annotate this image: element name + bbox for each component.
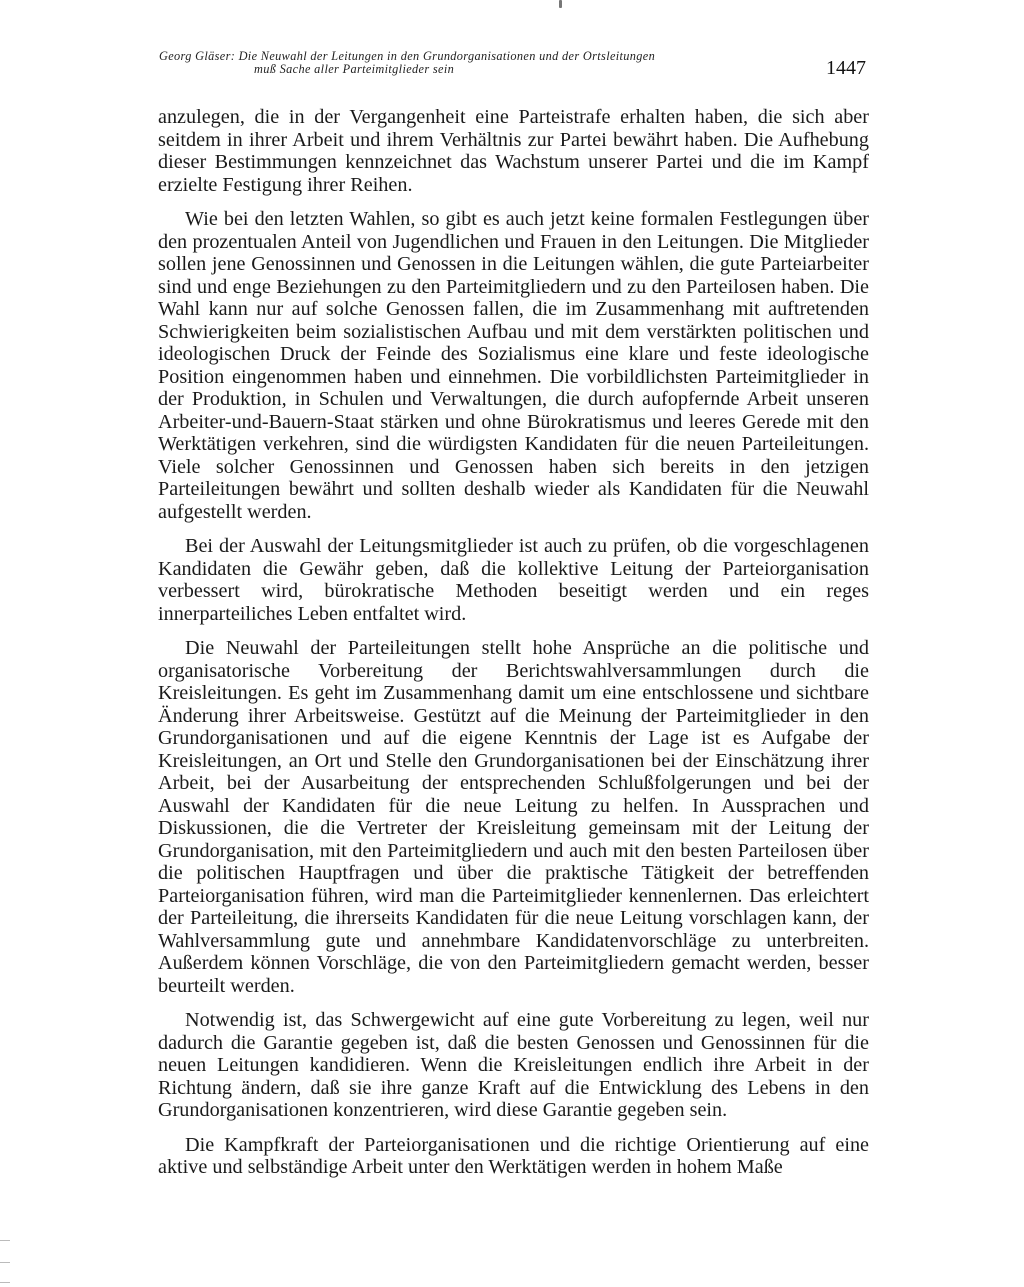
running-title-line-1: Georg Gläser: Die Neuwahl der Leitungen in den Grundorganisationen und der Ortsleitungen <box>159 49 656 63</box>
paragraph: Wie bei den letzten Wahlen, so gibt es auch jetzt keine formalen Festlegungen über den prozentualen Anteil von Jugendlichen und Frauen in den Leitungen. Die Mitglieder sollen jene Genossinnen und Genossen in die Leitungen wählen, die gute Parteiarbeiter sind und enge Beziehungen zu den Parteimitgliedern und zu den Parteilosen haben. Die Wahl kann nur auf solche Genossen fallen, die im Zusammenhang mit auftretenden Schwierigkeiten beim sozialistischen Aufbau und mit dem verstärkten politischen und ideologischen Druck der Feinde des Sozialismus eine klare und feste ideologische Position eingenommen haben und einnehmen. Die vorbildlichsten Parteimitglieder in der Produktion, in Schulen und Verwaltungen, die durch aufopfernde Arbeit unseren Arbeiter-und-Bauern-Staat stärken und ohne Bürokratismus und leeres Gerede mit den Werktätigen verkehren, sind die würdigsten Kandidaten für die neuen Parteileitungen. Viele solcher Genossinnen und Genossen haben sich bereits in den jetzigen Parteileitungen bewährt und sollten deshalb wieder als Kandidaten für die Neuwahl aufgestellt werden. <box>158 208 869 523</box>
scan-edge-mark <box>0 1282 10 1283</box>
scan-edge-marks <box>0 1236 20 1287</box>
paragraph-continuation: anzulegen, die in der Vergangenheit eine Parteistrafe erhalten haben, die sich aber seitdem in ihrer Arbeit und ihrem Verhältnis zur Partei bewährt haben. Die Aufhebung dieser Bestimmungen kennzeichnet das Wachstum unserer Partei und die im Kampf erzielte Festigung ihrer Reihen. <box>158 106 869 196</box>
running-title-line-2: muß Sache aller Parteimitglieder sein <box>254 62 455 76</box>
paragraph: Die Kampfkraft der Parteiorganisationen und die richtige Orientierung auf eine aktive und selbständige Arbeit unter den Werktätigen werden in hohem Maße <box>158 1133 869 1178</box>
scan-mark <box>559 0 562 8</box>
running-header <box>159 50 779 76</box>
paragraph: Die Neuwahl der Parteileitungen stellt hohe Ansprüche an die politische und organisatorische Vorbereitung der Berichtswahlversammlungen durch die Kreisleitungen. Es geht im Zusammenhang damit um eine entschlossene und sichtbare Änderung ihrer Arbeitsweise. Gestützt auf die Meinung der Parteimitglieder in den Grundorganisationen und auf die eigene Kenntnis der Lage ist es Aufgabe der Kreisleitungen, an Ort und Stelle den Grundorganisationen bei der Einschätzung ihrer Arbeit, bei der Ausarbeitung der entsprechenden Schlußfolgerungen und bei der Auswahl der Kandidaten für die neue Leitung zu helfen. In Aussprachen und Diskussionen, die die Vertreter der Kreisleitung gemeinsam mit der Leitung der Grundorganisation, mit den Parteimitgliedern und auch mit den besten Parteilosen über die politischen Hauptfragen und über die praktische Tätigkeit der betreffenden Parteiorganisation führen, wird man die Parteimitglieder kennenlernen. Das erleichtert der Parteileitung, die ihrerseits Kandidaten für die neue Leitung vorschlagen kann, der Wahlversammlung gute und annehmbare Kandidatenvorschläge zu unterbreiten. Außerdem können Vorschläge, die von den Parteimitgliedern gemacht werden, besser beurteilt werden. <box>158 637 869 997</box>
scan-edge-mark <box>0 1240 10 1241</box>
body-text <box>158 106 869 1191</box>
paragraph: Bei der Auswahl der Leitungsmitglieder ist auch zu prüfen, ob die vorgeschlagenen Kandidaten die Gewähr geben, daß die kollektive Leitung der Parteiorganisation verbessert wird, bürokratische Methoden beseitigt werden und ein reges innerparteiliches Leben entfaltet wird. <box>158 535 869 625</box>
paragraph: Notwendig ist, das Schwergewicht auf eine gute Vorbereitung zu legen, weil nur dadurch die Garantie gegeben ist, daß die besten Genossen und Genossinnen für die neuen Leitungen kandidieren. Wenn die Kreisleitungen endlich ihre Arbeit in der Richtung ändern, daß sie ihre ganze Kraft auf die Entwicklung des Lebens in den Grundorganisationen konzentrieren, wird diese Garantie gegeben sein. <box>158 1009 869 1121</box>
page-number: 1447 <box>826 57 866 79</box>
scan-edge-mark <box>0 1262 10 1263</box>
